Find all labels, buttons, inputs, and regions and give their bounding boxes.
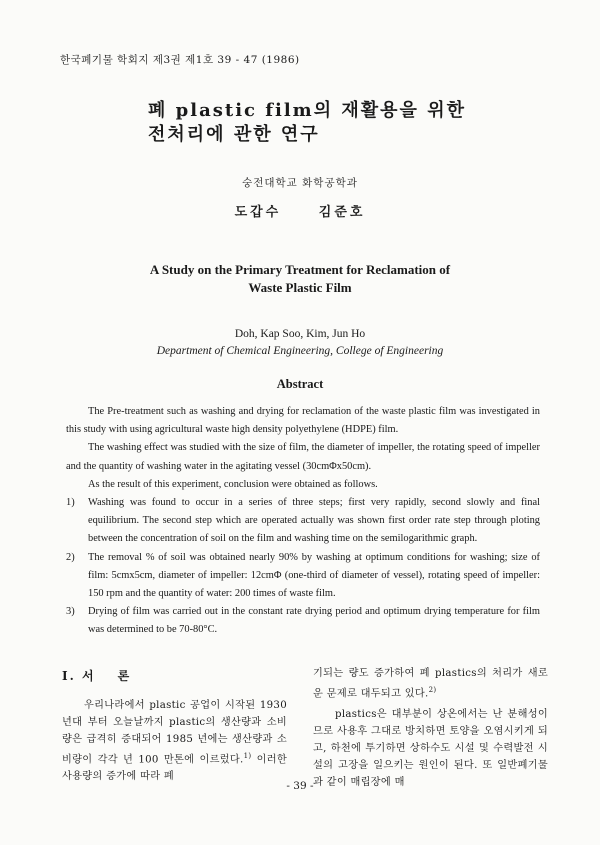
abstract-paragraph-1: The Pre-treatment such as washing and drying for reclamation of the waste plastic film was investigated in this study with using agricultural waste high density polyethylene (HDPE) film. [66,406,540,436]
conclusion-item [66,549,540,604]
conclusion-item-text: Drying of film was carried out in the constant rate drying period and optimum drying temperature for film was determined to be 70-80°C. [88,606,540,636]
journal-citation: 한국폐기물 학회지 제3권 제1호 39 - 47 (1986) [60,54,300,66]
conclusion-item [66,603,540,639]
right-column [313,665,548,791]
english-title-line-2: Waste Plastic Film [248,280,352,295]
english-title-line-1: A Study on the Primary Treatment for Reclamation of [149,262,451,277]
korean-title-line-1: 폐 plastic film의 재활용을 위한 [148,100,466,121]
abstract-body [66,403,540,640]
english-authors: Doh, Kap Soo, Kim, Jun Ho [234,328,366,340]
intro-paragraph-right-1 [313,665,548,702]
korean-title-line-2: 전처리에 관한 연구 [148,124,320,145]
abstract-paragraph-3: As the result of this experiment, conclusion were obtained as follows. [88,478,378,490]
english-department: Department of Chemical Engineering, College of Engineering [156,345,444,357]
intro-text-part-1: 우리나라에서 plastic 공업이 시작된 1930년대 부터 오늘날까지 plastic의 생산량과 소비량은 급격히 증대되어 1985 년에는 생산량과 소비량이 각각 년 100 만톤에 이르렀다. [62,700,287,766]
conclusion-item-text: Washing was found to occur in a series of three steps; first very rapidly, second slowly and final equilibrium. The second step which are operated actually was shown first order rate step through ploting between the concentration of soil on the film and washing time on the semilogarithmic graph. [88,497,540,545]
korean-authors: 도갑수 김준호 [234,205,366,220]
intro-paragraph-left [62,697,287,785]
english-title [0,261,600,297]
conclusion-item [66,494,540,549]
conclusion-item-number: 1) [66,497,75,509]
abstract-paragraph-2: The washing effect was studied with the size of film, the diameter of impeller, the rotating speed of impeller and the quantity of washing water in the agitating vessel (30cmΦx50cm). [66,442,540,472]
page-number: - 39 - [286,780,314,792]
section-number: I. 서 [62,669,96,683]
korean-affiliation: 숭전대학교 화학공학과 [242,177,358,189]
left-column [62,668,287,785]
section-heading [62,668,287,685]
intro-paragraph-right-2: plastics은 대부분이 상온에서는 난 분해성이므로 사용후 그대로 방치하면 토양을 오염시키게 되고, 하천에 투기하면 상하수도 시설 및 수력발전 시설의 고장을 일으키는 원인이 된다. 또 일반폐기물과 같이 매립장에 매 [313,709,548,789]
intro-text-part-3: 기되는 량도 증가하여 폐 plastics의 처리가 새로운 문제로 대두되고 있다. [313,668,548,700]
reference-marker: 1) [243,752,252,760]
conclusion-item-text: The removal % of soil was obtained nearly 90% by washing at optimum conditions for washing; size of film: 5cmx5cm, diameter of impeller: 12cmΦ (one-third of diameter of vessel), rotating speed of impeller: 150 rpm and the quantity of water: 200 times of waste film. [88,551,540,600]
section-title: 론 [117,669,132,683]
conclusion-item-number: 2) [66,551,75,563]
reference-marker: 2) [428,686,437,694]
abstract-heading: Abstract [276,377,324,391]
conclusion-item-number: 3) [66,606,75,618]
intro-text-part-2: 이러한 사용량의 증가에 따라 폐 [62,754,287,783]
